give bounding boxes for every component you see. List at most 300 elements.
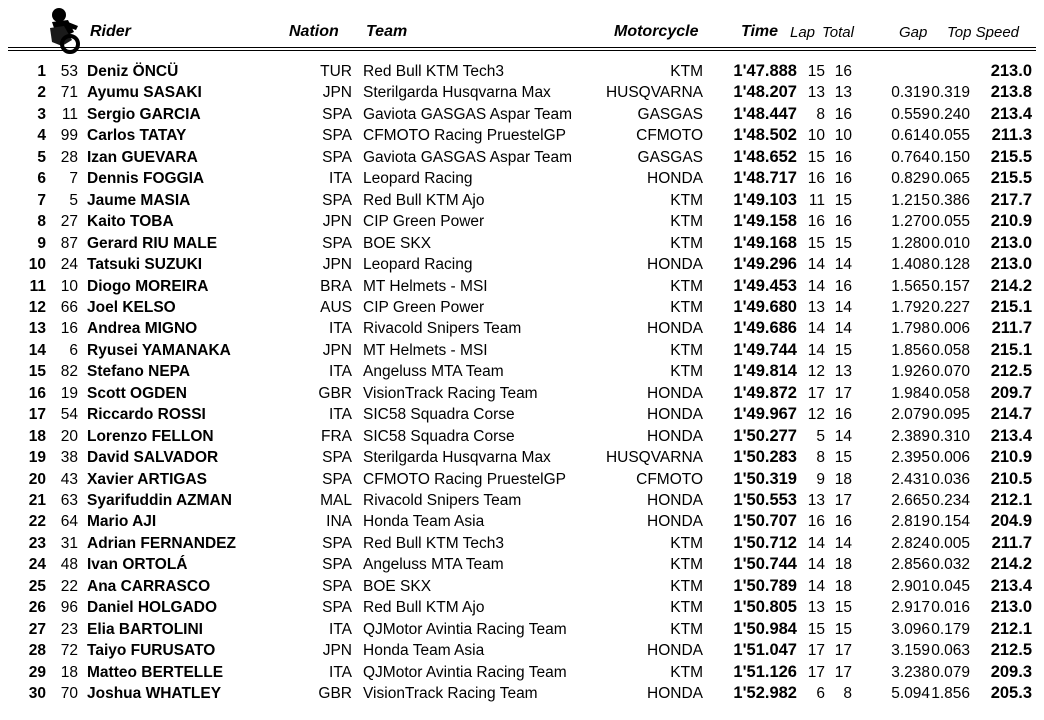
team-name: Sterilgarda Husqvarna Max — [363, 449, 551, 467]
gap-previous: 0.010 — [931, 234, 970, 252]
motorcycle: HONDA — [647, 406, 703, 424]
top-speed: 211.3 — [991, 126, 1032, 145]
top-speed: 213.4 — [990, 576, 1032, 595]
position: 23 — [28, 534, 46, 552]
position: 19 — [28, 449, 46, 467]
rider-name: Joshua WHATLEY — [87, 685, 222, 703]
top-speed: 211.7 — [991, 319, 1032, 338]
nation: JPN — [322, 642, 352, 660]
total-laps: 13 — [834, 84, 852, 102]
position: 8 — [37, 213, 46, 231]
header-team: Team — [366, 23, 408, 40]
bike-number: 71 — [60, 84, 78, 102]
motorcycle: GASGAS — [637, 105, 703, 123]
bike-number: 82 — [60, 363, 78, 381]
total-laps: 14 — [834, 534, 852, 552]
total-laps: 10 — [834, 127, 852, 145]
total-laps: 15 — [834, 191, 852, 209]
rider-name: Deniz ÖNCÜ — [87, 63, 179, 80]
top-speed: 213.0 — [990, 62, 1032, 80]
total-laps: 16 — [834, 170, 852, 188]
lap-time: 1'48.207 — [733, 83, 797, 102]
gap-first: 3.238 — [891, 663, 930, 681]
lap: 13 — [807, 492, 825, 509]
lap: 11 — [808, 191, 825, 209]
bike-number: 38 — [60, 449, 78, 467]
gap-first: 1.984 — [891, 384, 930, 402]
total-laps: 16 — [834, 63, 852, 80]
lap: 9 — [816, 470, 825, 488]
motorcycle: KTM — [670, 341, 703, 359]
lap: 14 — [807, 320, 825, 338]
gap-previous: 0.055 — [931, 127, 970, 145]
table-row — [0, 361, 1044, 382]
position: 22 — [28, 513, 46, 531]
motorcycle: HONDA — [647, 256, 703, 274]
table-row — [0, 254, 1044, 275]
table-row — [0, 511, 1044, 532]
table-row — [0, 82, 1044, 103]
rider-name: David SALVADOR — [87, 449, 219, 467]
total-laps: 14 — [834, 256, 852, 274]
nation: SPA — [322, 148, 352, 166]
bike-number: 22 — [60, 577, 78, 595]
lap: 8 — [816, 449, 825, 467]
gap-first: 1.408 — [891, 256, 930, 274]
gap-first: 2.431 — [891, 470, 930, 488]
lap: 14 — [807, 577, 825, 595]
nation: JPN — [322, 84, 352, 102]
header-rider: Rider — [90, 23, 131, 40]
top-speed: 214.7 — [990, 405, 1032, 424]
team-name: QJMotor Avintia Racing Team — [363, 620, 567, 638]
rider-name: Syarifuddin AZMAN — [87, 492, 232, 509]
gap-first: 2.665 — [891, 492, 930, 509]
motorcycle: HONDA — [647, 513, 703, 531]
nation: SPA — [322, 449, 352, 467]
gap-first: 2.079 — [891, 406, 930, 424]
position: 21 — [28, 492, 46, 509]
nation: INA — [326, 513, 352, 531]
gap-first: 0.559 — [891, 105, 930, 123]
total-laps: 17 — [834, 642, 852, 660]
rider-name: Gerard RIU MALE — [87, 234, 218, 252]
motorcycle: HONDA — [647, 384, 703, 402]
nation: TUR — [320, 63, 352, 80]
lap-time: 1'50.712 — [733, 533, 797, 552]
gap-previous: 0.310 — [931, 427, 970, 445]
gap-previous: 0.070 — [931, 363, 970, 381]
nation: JPN — [322, 341, 352, 359]
nation: JPN — [322, 213, 352, 231]
gap-previous: 1.856 — [931, 685, 970, 703]
total-laps: 15 — [834, 341, 852, 359]
lap: 15 — [807, 63, 825, 80]
total-laps: 14 — [834, 320, 852, 338]
lap: 16 — [807, 513, 825, 531]
header-top-speed: Top Speed — [947, 24, 1020, 41]
gap-first: 5.094 — [891, 685, 930, 703]
top-speed: 213.0 — [990, 598, 1032, 617]
bike-number: 11 — [61, 105, 78, 123]
team-name: VisionTrack Racing Team — [363, 384, 538, 402]
gap-previous: 0.063 — [931, 642, 970, 660]
gap-first: 1.270 — [891, 213, 930, 231]
position: 6 — [37, 170, 46, 188]
lap-time: 1'50.277 — [733, 426, 797, 445]
table-row — [0, 318, 1044, 339]
rider-name: Tatsuki SUZUKI — [87, 256, 203, 274]
total-laps: 15 — [834, 234, 852, 252]
lap-time: 1'52.982 — [733, 684, 797, 703]
nation: JPN — [322, 256, 352, 274]
lap-time: 1'49.158 — [733, 212, 797, 231]
gap-previous: 0.150 — [931, 148, 970, 166]
header-gap: Gap — [899, 24, 928, 41]
team-name: CIP Green Power — [363, 298, 485, 316]
total-laps: 14 — [834, 427, 852, 445]
table-row — [0, 597, 1044, 618]
lap-time: 1'50.707 — [733, 512, 797, 531]
team-name: CIP Green Power — [363, 213, 485, 231]
table-row — [0, 383, 1044, 404]
gap-previous: 0.128 — [931, 256, 970, 274]
table-row — [0, 426, 1044, 447]
lap: 15 — [807, 148, 825, 166]
total-laps: 16 — [834, 213, 852, 231]
gap-first: 0.614 — [891, 127, 930, 145]
top-speed: 212.5 — [990, 362, 1032, 381]
table-row — [0, 211, 1044, 232]
rider-name: Ayumu SASAKI — [87, 84, 202, 102]
bike-number: 28 — [60, 148, 78, 166]
lap: 13 — [807, 298, 825, 316]
gap-previous: 0.006 — [931, 320, 970, 338]
total-laps: 16 — [834, 277, 852, 295]
team-name: BOE SKX — [363, 577, 432, 595]
table-row — [0, 297, 1044, 318]
team-name: Rivacold Snipers Team — [363, 320, 522, 338]
lap: 16 — [807, 170, 825, 188]
lap-time: 1'49.744 — [733, 340, 797, 359]
rider-name: Andrea MIGNO — [87, 320, 198, 338]
motorcycle: KTM — [670, 534, 703, 552]
motorcycle: HONDA — [647, 320, 703, 338]
total-laps: 17 — [834, 492, 852, 509]
team-name: MT Helmets - MSI — [363, 277, 488, 295]
nation: SPA — [322, 556, 352, 574]
nation: FRA — [321, 427, 352, 445]
gap-first: 2.917 — [891, 599, 930, 617]
motorcycle: HONDA — [647, 427, 703, 445]
team-name: Sterilgarda Husqvarna Max — [363, 84, 551, 102]
position: 1 — [37, 63, 46, 80]
nation: SPA — [322, 470, 352, 488]
rider-name: Riccardo ROSSI — [87, 406, 206, 424]
team-name: Red Bull KTM Tech3 — [363, 534, 504, 552]
gap-first: 0.319 — [891, 84, 930, 102]
lap: 15 — [807, 234, 825, 252]
motorcycle: KTM — [670, 577, 703, 595]
bike-number: 10 — [60, 277, 78, 295]
top-speed: 204.9 — [990, 512, 1032, 531]
team-name: Gaviota GASGAS Aspar Team — [363, 148, 573, 166]
rider-name: Matteo BERTELLE — [87, 663, 224, 681]
rider-name: Taiyo FURUSATO — [87, 642, 216, 660]
lap-time: 1'48.447 — [733, 104, 797, 123]
bike-number: 6 — [69, 341, 78, 359]
table-row — [0, 554, 1044, 575]
lap-time: 1'48.717 — [733, 169, 797, 188]
motorcycle: KTM — [670, 663, 703, 681]
lap-time: 1'49.872 — [733, 383, 797, 402]
lap-time: 1'50.319 — [733, 469, 797, 488]
lap: 14 — [807, 534, 825, 552]
bike-number: 96 — [60, 599, 78, 617]
motorcycle: HUSQVARNA — [605, 449, 703, 467]
top-speed: 212.5 — [990, 641, 1032, 660]
header-rule-bottom — [8, 50, 1036, 51]
rider-name: Elia BARTOLINI — [87, 620, 203, 638]
nation: SPA — [322, 191, 352, 209]
position: 10 — [28, 256, 46, 274]
top-speed: 213.8 — [990, 83, 1032, 102]
header-lap: Lap — [790, 24, 816, 41]
nation: SPA — [322, 599, 352, 617]
bike-number: 70 — [60, 685, 78, 703]
table-row — [0, 683, 1044, 704]
gap-previous: 0.005 — [931, 534, 970, 552]
gap-previous: 0.058 — [931, 341, 970, 359]
position: 24 — [28, 556, 46, 574]
team-name: CFMOTO Racing PruestelGP — [363, 127, 566, 145]
position: 2 — [37, 84, 46, 102]
table-row — [0, 662, 1044, 683]
bike-number: 54 — [60, 406, 78, 424]
bike-number: 43 — [60, 470, 78, 488]
table-row — [0, 61, 1044, 82]
lap-time: 1'50.805 — [733, 598, 797, 617]
table-row — [0, 619, 1044, 640]
team-name: Red Bull KTM Ajo — [363, 599, 485, 617]
gap-first: 1.565 — [891, 277, 930, 295]
rider-name: Daniel HOLGADO — [87, 599, 218, 617]
motorcycle: HONDA — [647, 170, 703, 188]
table-row — [0, 533, 1044, 554]
lap: 15 — [807, 620, 825, 638]
nation: ITA — [329, 620, 352, 638]
total-laps: 16 — [834, 148, 852, 166]
position: 11 — [29, 277, 46, 295]
lap-time: 1'48.502 — [733, 126, 797, 145]
top-speed: 214.2 — [990, 276, 1032, 295]
team-name: Leopard Racing — [363, 170, 473, 188]
table-row — [0, 190, 1044, 211]
lap: 14 — [807, 277, 825, 295]
nation: MAL — [320, 492, 352, 509]
lap-time: 1'49.453 — [733, 276, 797, 295]
top-speed: 211.7 — [991, 533, 1032, 552]
gap-first: 2.824 — [891, 534, 930, 552]
top-speed: 215.5 — [990, 169, 1032, 188]
position: 13 — [28, 320, 46, 338]
gap-first: 1.926 — [891, 363, 930, 381]
motorcycle: HONDA — [647, 685, 703, 703]
gap-first: 2.819 — [891, 513, 930, 531]
team-name: Angeluss MTA Team — [363, 556, 504, 574]
total-laps: 14 — [834, 298, 852, 316]
gap-first: 0.829 — [891, 170, 930, 188]
bike-number: 24 — [60, 256, 78, 274]
bike-number: 23 — [60, 620, 78, 638]
nation: ITA — [329, 170, 352, 188]
total-laps: 18 — [834, 556, 852, 574]
lap-time: 1'50.283 — [733, 448, 797, 467]
position: 3 — [37, 105, 46, 123]
header-rule-top — [8, 47, 1036, 48]
top-speed: 212.1 — [990, 619, 1032, 638]
bike-number: 19 — [60, 384, 78, 402]
position: 29 — [28, 663, 46, 681]
gap-first: 1.215 — [891, 191, 930, 209]
gap-previous: 0.055 — [931, 213, 970, 231]
total-laps: 18 — [834, 470, 852, 488]
top-speed: 210.9 — [990, 212, 1032, 231]
gap-first: 3.096 — [891, 620, 930, 638]
lap: 17 — [807, 642, 825, 660]
team-name: BOE SKX — [363, 234, 432, 252]
total-laps: 18 — [834, 577, 852, 595]
lap-time: 1'49.680 — [733, 297, 797, 316]
gap-previous: 0.234 — [931, 492, 970, 509]
nation: ITA — [329, 406, 352, 424]
bike-number: 16 — [60, 320, 78, 338]
team-name: Honda Team Asia — [363, 513, 485, 531]
lap: 16 — [807, 213, 825, 231]
bike-number: 5 — [69, 191, 78, 209]
gap-first: 2.395 — [891, 449, 930, 467]
total-laps: 13 — [834, 363, 852, 381]
table-row — [0, 447, 1044, 468]
nation: AUS — [320, 298, 352, 316]
motorcycle: KTM — [670, 620, 703, 638]
top-speed: 215.5 — [990, 147, 1032, 166]
top-speed: 205.3 — [990, 684, 1032, 703]
motorcycle: KTM — [670, 277, 703, 295]
rider-name: Ivan ORTOLÁ — [87, 556, 188, 574]
table-row — [0, 104, 1044, 125]
nation: SPA — [322, 105, 352, 123]
gap-previous: 0.058 — [931, 384, 970, 402]
nation: BRA — [320, 277, 352, 295]
lap: 13 — [807, 84, 825, 102]
gap-first: 1.792 — [891, 298, 930, 316]
gap-previous: 0.227 — [931, 298, 970, 316]
gap-previous: 0.045 — [931, 577, 970, 595]
lap: 14 — [807, 256, 825, 274]
total-laps: 15 — [834, 620, 852, 638]
motorcycle: KTM — [670, 599, 703, 617]
top-speed: 215.1 — [990, 340, 1032, 359]
lap: 5 — [816, 427, 825, 445]
header-total: Total — [822, 24, 854, 41]
lap-time: 1'49.168 — [733, 233, 797, 252]
lap-time: 1'50.744 — [733, 555, 797, 574]
motorcycle: KTM — [670, 556, 703, 574]
motorcycle: KTM — [670, 63, 703, 80]
gap-first: 2.389 — [891, 427, 930, 445]
table-row — [0, 125, 1044, 146]
table-row — [0, 640, 1044, 661]
total-laps: 17 — [834, 384, 852, 402]
team-name: MT Helmets - MSI — [363, 341, 488, 359]
table-row — [0, 168, 1044, 189]
team-name: CFMOTO Racing PruestelGP — [363, 470, 566, 488]
top-speed: 209.3 — [990, 662, 1032, 681]
lap: 12 — [807, 363, 825, 381]
gap-previous: 0.036 — [931, 470, 970, 488]
table-row — [0, 469, 1044, 490]
bike-number: 48 — [60, 556, 78, 574]
table-row — [0, 576, 1044, 597]
nation: SPA — [322, 577, 352, 595]
rider-name: Adrian FERNANDEZ — [87, 534, 236, 552]
team-name: Red Bull KTM Tech3 — [363, 63, 504, 80]
bike-number: 31 — [60, 534, 78, 552]
motorcycle: HONDA — [647, 492, 703, 509]
lap-time: 1'51.126 — [733, 662, 797, 681]
total-laps: 15 — [834, 599, 852, 617]
header-nation: Nation — [289, 23, 339, 40]
nation: GBR — [318, 384, 352, 402]
rider-name: Carlos TATAY — [87, 127, 187, 145]
top-speed: 213.4 — [990, 426, 1032, 445]
table-row — [0, 340, 1044, 361]
lap: 10 — [807, 127, 825, 145]
gap-first: 2.901 — [891, 577, 930, 595]
top-speed: 209.7 — [990, 383, 1032, 402]
lap-time: 1'49.686 — [733, 319, 797, 338]
rider-name: Ana CARRASCO — [87, 577, 211, 595]
table-row — [0, 147, 1044, 168]
rider-name: Lorenzo FELLON — [87, 427, 214, 445]
gap-first: 1.798 — [891, 320, 930, 338]
lap: 6 — [816, 685, 825, 703]
position: 12 — [28, 298, 46, 316]
top-speed: 217.7 — [990, 190, 1032, 209]
motorcycle: KTM — [670, 363, 703, 381]
gap-previous: 0.154 — [931, 513, 970, 531]
position: 14 — [28, 341, 46, 359]
lap-time: 1'50.789 — [733, 576, 797, 595]
lap-time: 1'49.967 — [733, 405, 797, 424]
lap-time: 1'49.296 — [733, 255, 797, 274]
position: 9 — [37, 234, 46, 252]
position: 27 — [28, 620, 46, 638]
position: 7 — [37, 191, 46, 209]
team-name: Angeluss MTA Team — [363, 363, 504, 381]
total-laps: 16 — [834, 105, 852, 123]
team-name: Honda Team Asia — [363, 642, 485, 660]
gap-previous: 0.006 — [931, 449, 970, 467]
nation: SPA — [322, 127, 352, 145]
top-speed: 210.5 — [990, 469, 1032, 488]
bike-number: 63 — [60, 492, 78, 509]
position: 20 — [28, 470, 46, 488]
table-row — [0, 404, 1044, 425]
gap-previous: 0.157 — [931, 277, 970, 295]
motorcycle: CFMOTO — [636, 470, 703, 488]
